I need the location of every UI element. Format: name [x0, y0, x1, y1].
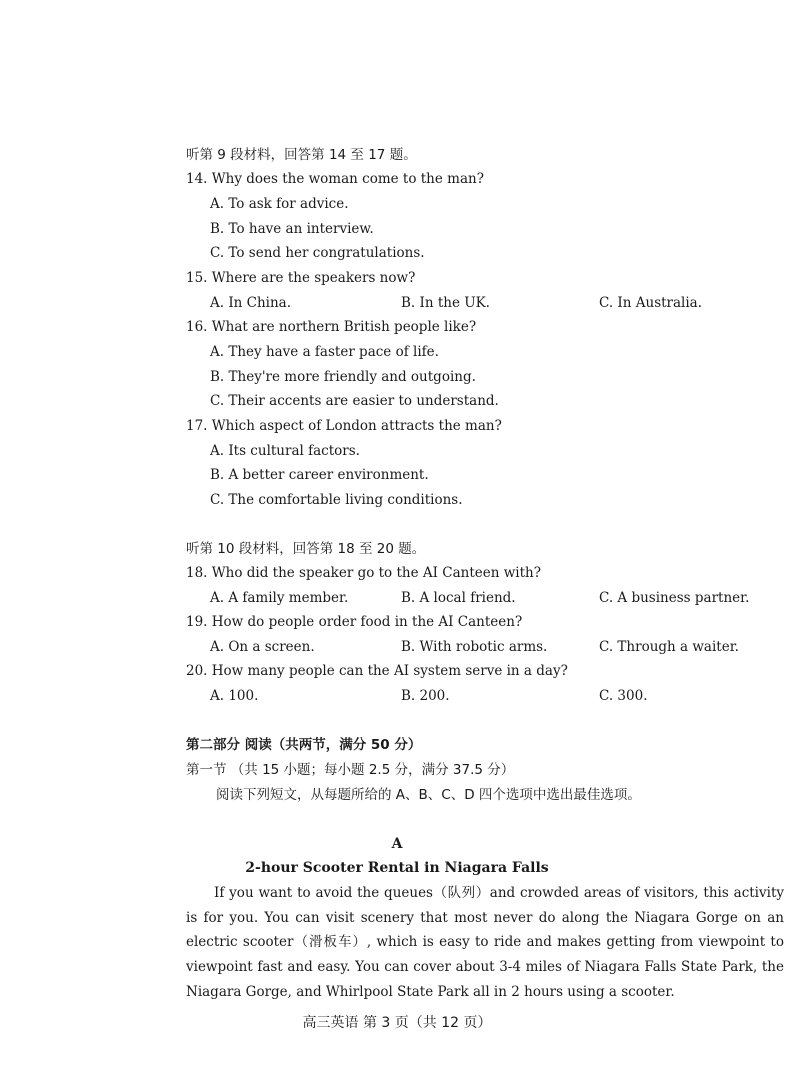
question-15-option-b: B. In the UK. — [401, 295, 490, 311]
question-20-option-a: A. 100. — [210, 688, 259, 704]
question-20-stem: 20. How many people can the AI system serve in a day? — [186, 663, 568, 679]
passage-letter: A — [391, 836, 403, 852]
question-20-option-b: B. 200. — [401, 688, 450, 704]
question-15-stem: 15. Where are the speakers now? — [186, 270, 416, 286]
question-15-option-a: A. In China. — [210, 295, 292, 311]
question-14-stem: 14. Why does the woman come to the man? — [186, 171, 484, 187]
question-17-stem: 17. Which aspect of London attracts the man? — [186, 418, 502, 434]
part2-subsection: 第一节 （共 15 小题；每小题 2.5 分，满分 37.5 分） — [186, 762, 515, 778]
question-19-option-b: B. With robotic arms. — [401, 639, 548, 655]
section10-header: 听第 10 段材料，回答第 18 至 20 题。 — [186, 541, 426, 557]
passage-title: 2-hour Scooter Rental in Niagara Falls — [245, 860, 549, 876]
question-20-option-c: C. 300. — [599, 688, 648, 704]
question-18-stem: 18. Who did the speaker go to the AI Canteen with? — [186, 565, 541, 581]
question-16-option-a: A. They have a faster pace of life. — [210, 344, 439, 360]
question-16-option-c: C. Their accents are easier to understand. — [210, 393, 499, 409]
part2-instruction: 阅读下列短文，从每题所给的 A、B、C、D 四个选项中选出最佳选项。 — [216, 787, 641, 803]
question-19-option-c: C. Through a waiter. — [599, 639, 739, 655]
question-14-option-b: B. To have an interview. — [210, 221, 374, 237]
question-16-option-b: B. They're more friendly and outgoing. — [210, 369, 476, 385]
question-18-option-a: A. A family member. — [210, 590, 349, 606]
question-18-option-c: C. A business partner. — [599, 590, 750, 606]
question-18-option-b: B. A local friend. — [401, 590, 516, 606]
question-14-option-a: A. To ask for advice. — [210, 196, 349, 212]
section9-header: 听第 9 段材料，回答第 14 至 17 题。 — [186, 147, 417, 163]
passage-body: If you want to avoid the queues（队列）and crowded areas of visitors, this activity is for you. You can visit scenery that most never do along the Niagara Gorge on an electric scooter（滑板车）, which is easy to ride and makes getting from viewpoint to viewpoint fast and easy. You can cover about 3-4 miles of Niagara Falls State Park, the Niagara Gorge, and Whirlpool State Park all in 2 hours using a scooter. — [186, 885, 784, 1000]
question-16-stem: 16. What are northern British people like? — [186, 319, 477, 335]
question-15-option-c: C. In Australia. — [599, 295, 703, 311]
question-14-option-c: C. To send her congratulations. — [210, 245, 425, 261]
question-17-option-b: B. A better career environment. — [210, 467, 429, 483]
part2-title: 第二部分 阅读（共两节，满分 50 分） — [186, 737, 422, 753]
question-17-option-c: C. The comfortable living conditions. — [210, 492, 463, 508]
question-17-option-a: A. Its cultural factors. — [210, 443, 360, 459]
question-19-stem: 19. How do people order food in the AI Canteen? — [186, 614, 523, 630]
page-footer: 高三英语 第 3 页（共 12 页） — [302, 1015, 492, 1031]
question-19-option-a: A. On a screen. — [210, 639, 315, 655]
